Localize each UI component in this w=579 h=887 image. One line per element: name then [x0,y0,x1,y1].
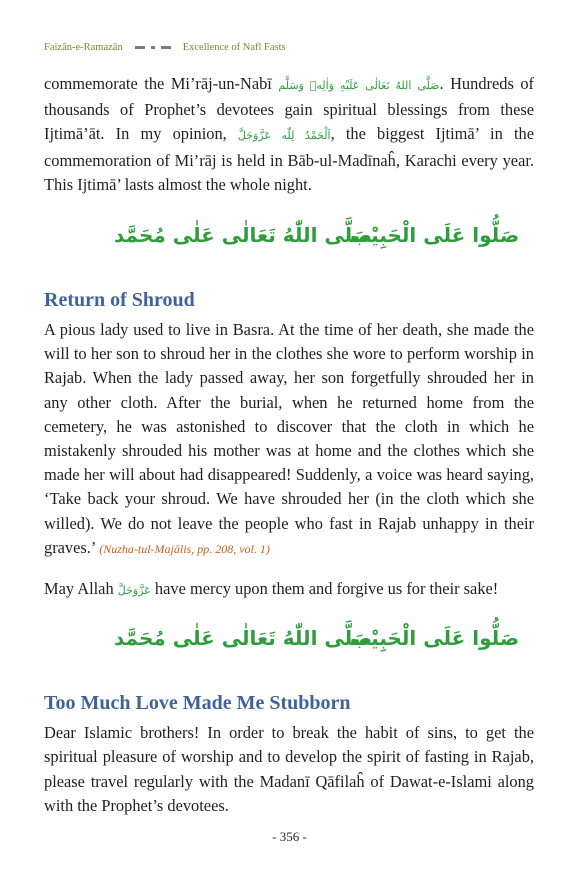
durood-left: صَلَّى اللّٰهُ تَعَالٰى عَلٰى مُحَمَّد [114,223,373,248]
shroud-story-paragraph [44,318,534,561]
arabic-alhamdulillah: اَلْحَمْدُ لِلّٰه عَزَّوَجَلَّ [237,129,331,143]
running-header [44,38,544,56]
page-content [44,72,534,818]
dawat-text: Dear Islamic brothers! In order to break the habit of sins, to get the spiritual pleasure of worship and to develop the spirit of fasting in Rajab, please travel regularly with the Madanī Qāfilaĥ of Dawat-e-Islami along with the Prophet’s devotees. [44,723,534,815]
dawat-paragraph [44,721,534,818]
durood-right: صَلُّوا عَلَى الْحَبِيْب [350,223,520,248]
intro-text-1: commemorate the Mi’rāj-un-Nabī [44,74,279,93]
durood-left-2: صَلَّى اللّٰهُ تَعَالٰى عَلٰى مُحَمَّد [114,626,373,651]
intro-text-3: , the biggest Ijtimā’ in the commemoration of Mi’rāj is held in Bāb-ul-Madīnaĥ, Karachi every year. This Ijtimā’ lasts almost the whole night. [44,124,534,194]
section-title: Excellence of Nafl Fasts [182,41,286,53]
page-number: - 356 - [272,829,307,844]
shroud-story-text: A pious lady used to live in Basra. At the time of her death, she made the will to her son to shroud her in the clothes she wore to perform worship in Rajab. When the lady passed away, her son forgetfully shrouded her in any other cloth. After the burial, when he returned home from the cemetery, he was astonished to discover that the cloth in which he mistakenly shrouded his mother was at home and the clothes which she made her will about had disappeared! Suddenly, a voice was heard saying, ‘Take back your shroud. We have shrouded her (in the cloth which she willed). We do not leave the people who fast in Rajab unhappy in their graves.’ [44,320,534,557]
heading-return-of-shroud: Return of Shroud [44,289,195,312]
durood-right-2: صَلُّوا عَلَى الْحَبِيْب [350,626,520,651]
heading-too-much-love: Too Much Love Made Me Stubborn [44,692,351,715]
durood-row-2 [44,617,534,663]
prayer-text-2: have mercy upon them and forgive us for their sake! [150,579,499,599]
arabic-salutation: صَلَّى اللهُ تَعَالٰى عَلَيْهِ وَاٰلِهٖ وَسَلَّم [278,79,440,92]
durood-row [44,214,534,260]
prayer-text-1: May Allah [44,579,118,599]
intro-text-2: . Hundreds of thousands of Prophet’s devotees gain spiritual blessings from these Ijtimā’āt. In my opinion, [44,74,534,144]
arabic-azzawajal: عَزَّوَجَلَّ [117,584,151,598]
reference-citation: (Nuzha-tul-Majālis, pp. 208, vol. 1) [99,541,270,556]
book-title: Faizān-e-Ramazān [44,41,123,53]
prayer-paragraph [44,577,534,603]
intro-paragraph [44,72,534,197]
header-separator [132,46,174,49]
